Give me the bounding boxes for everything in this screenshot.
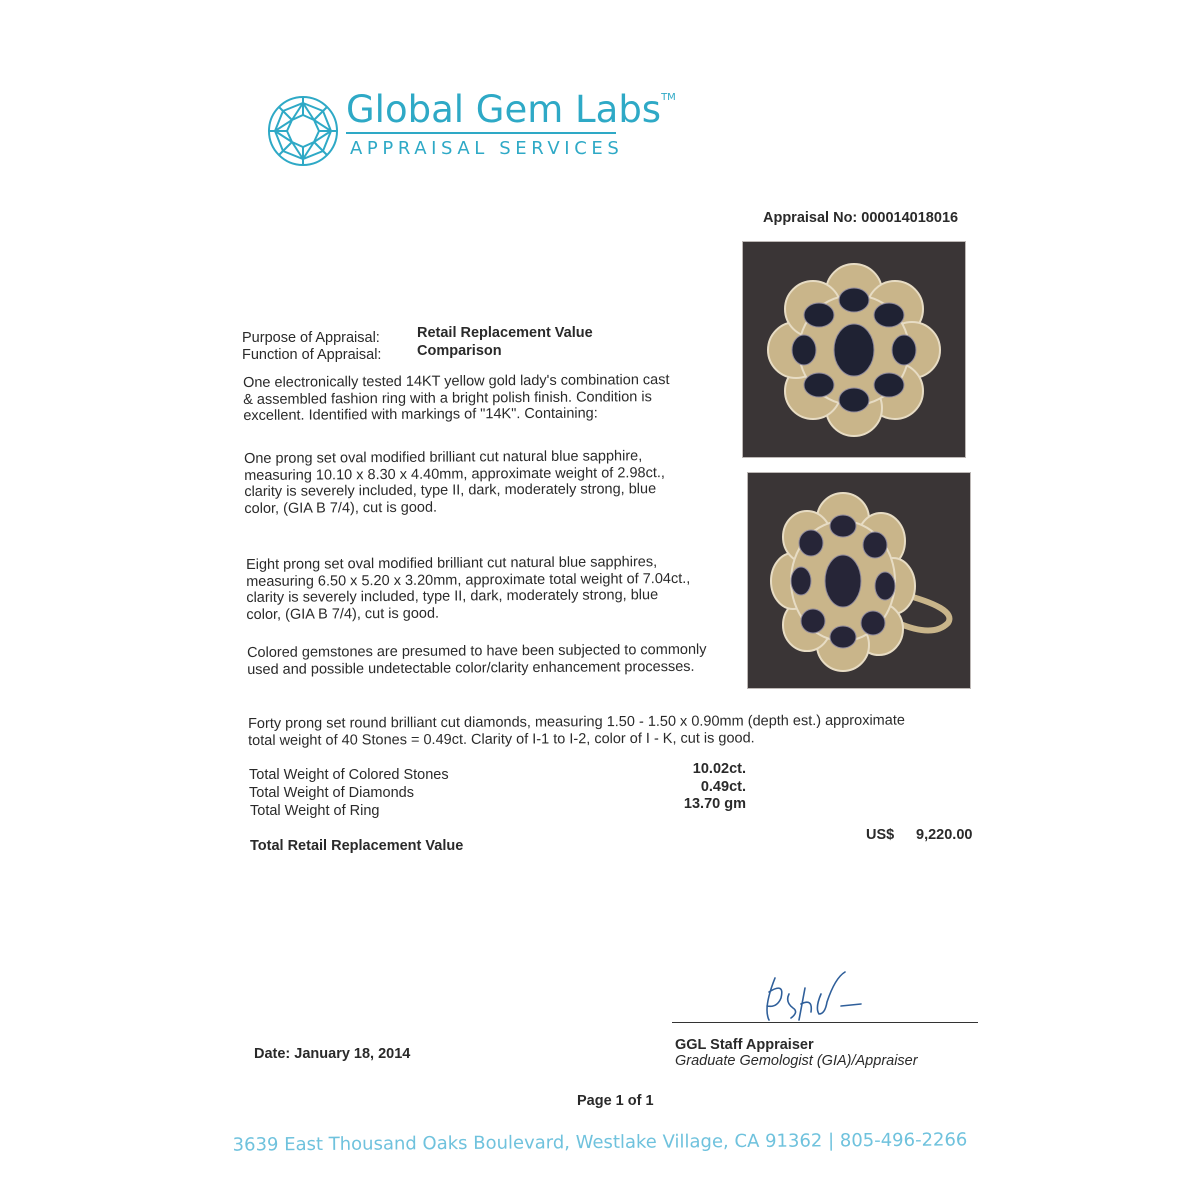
total-value: 10.02ct. [692,761,746,777]
description-line: color, (GIA B 7/4), cut is good. [246,605,440,623]
enhancement-disclaimer [247,642,707,678]
purpose-value: Retail Replacement Value [417,325,593,341]
side-sapphires-description [246,554,691,623]
total-value: 0.49ct. [700,779,746,795]
description-line: One electronically tested 14KT yellow gold lady's combination cast [243,372,670,391]
signature-line [672,1022,978,1023]
signature [755,968,865,1028]
function-value: Comparison [417,343,502,359]
description-line: Forty prong set round brilliant cut diamonds, measuring 1.50 - 1.50 x 0.90mm (depth est.) approximate [248,712,905,732]
footer-address: 3639 East Thousand Oaks Boulevard, Westlake Village, CA 91362 | 805-496-2266 [232,1129,968,1156]
description-line: clarity is severely included, type II, dark, moderately strong, blue [244,481,657,500]
total-label: Total Weight of Colored Stones [249,767,449,783]
gem-logo-icon [266,94,340,168]
purpose-label: Purpose of Appraisal: [242,330,380,346]
ring-description [243,372,670,424]
currency: US$ [866,827,895,843]
ring-photo-top [742,241,966,458]
total-value-amount: 9,220.00 [916,827,973,843]
signer-credentials: Graduate Gemologist (GIA)/Appraiser [675,1053,918,1069]
appraisal-number: Appraisal No: 000014018016 [763,210,959,226]
brand-divider [346,132,616,134]
description-line: excellent. Identified with markings of "14K". Containing: [243,405,598,424]
description-line: & assembled fashion ring with a bright polish finish. Condition is [243,388,652,408]
total-value: 13.70 gm [683,796,746,812]
brand-name: Global Gem Labs™ [346,88,676,131]
page-number: Page 1 of 1 [577,1093,654,1109]
appraisal-date: Date: January 18, 2014 [254,1046,411,1062]
brand-tagline: APPRAISAL SERVICES [350,138,624,159]
center-sapphire-description [244,448,665,517]
signer-title: GGL Staff Appraiser [675,1037,814,1053]
description-line: measuring 6.50 x 5.20 x 3.20mm, approximate total weight of 7.04ct., [246,570,691,590]
total-value-label: Total Retail Replacement Value [250,838,464,854]
description-line: Colored gemstones are presumed to have been subjected to commonly [247,641,707,661]
total-label: Total Weight of Diamonds [249,785,414,801]
function-label: Function of Appraisal: [242,347,382,363]
description-line: clarity is severely included, type II, dark, moderately strong, blue [246,587,659,606]
description-line: used and possible undetectable color/clarity enhancement processes. [247,658,695,678]
description-line: Eight prong set oval modified brilliant cut natural blue sapphires, [246,554,658,573]
trademark: TM [661,92,676,103]
description-line: total weight of 40 Stones = 0.49ct. Clarity of I-1 to I-2, color of I - K, cut is good. [248,729,755,749]
description-line: color, (GIA B 7/4), cut is good. [244,499,438,517]
diamonds-description [248,713,905,749]
total-label: Total Weight of Ring [250,803,380,819]
ring-photo-side [747,472,971,689]
description-line: One prong set oval modified brilliant cut natural blue sapphire, [244,448,643,467]
description-line: measuring 10.10 x 8.30 x 4.40mm, approximate weight of 2.98ct., [244,464,665,484]
